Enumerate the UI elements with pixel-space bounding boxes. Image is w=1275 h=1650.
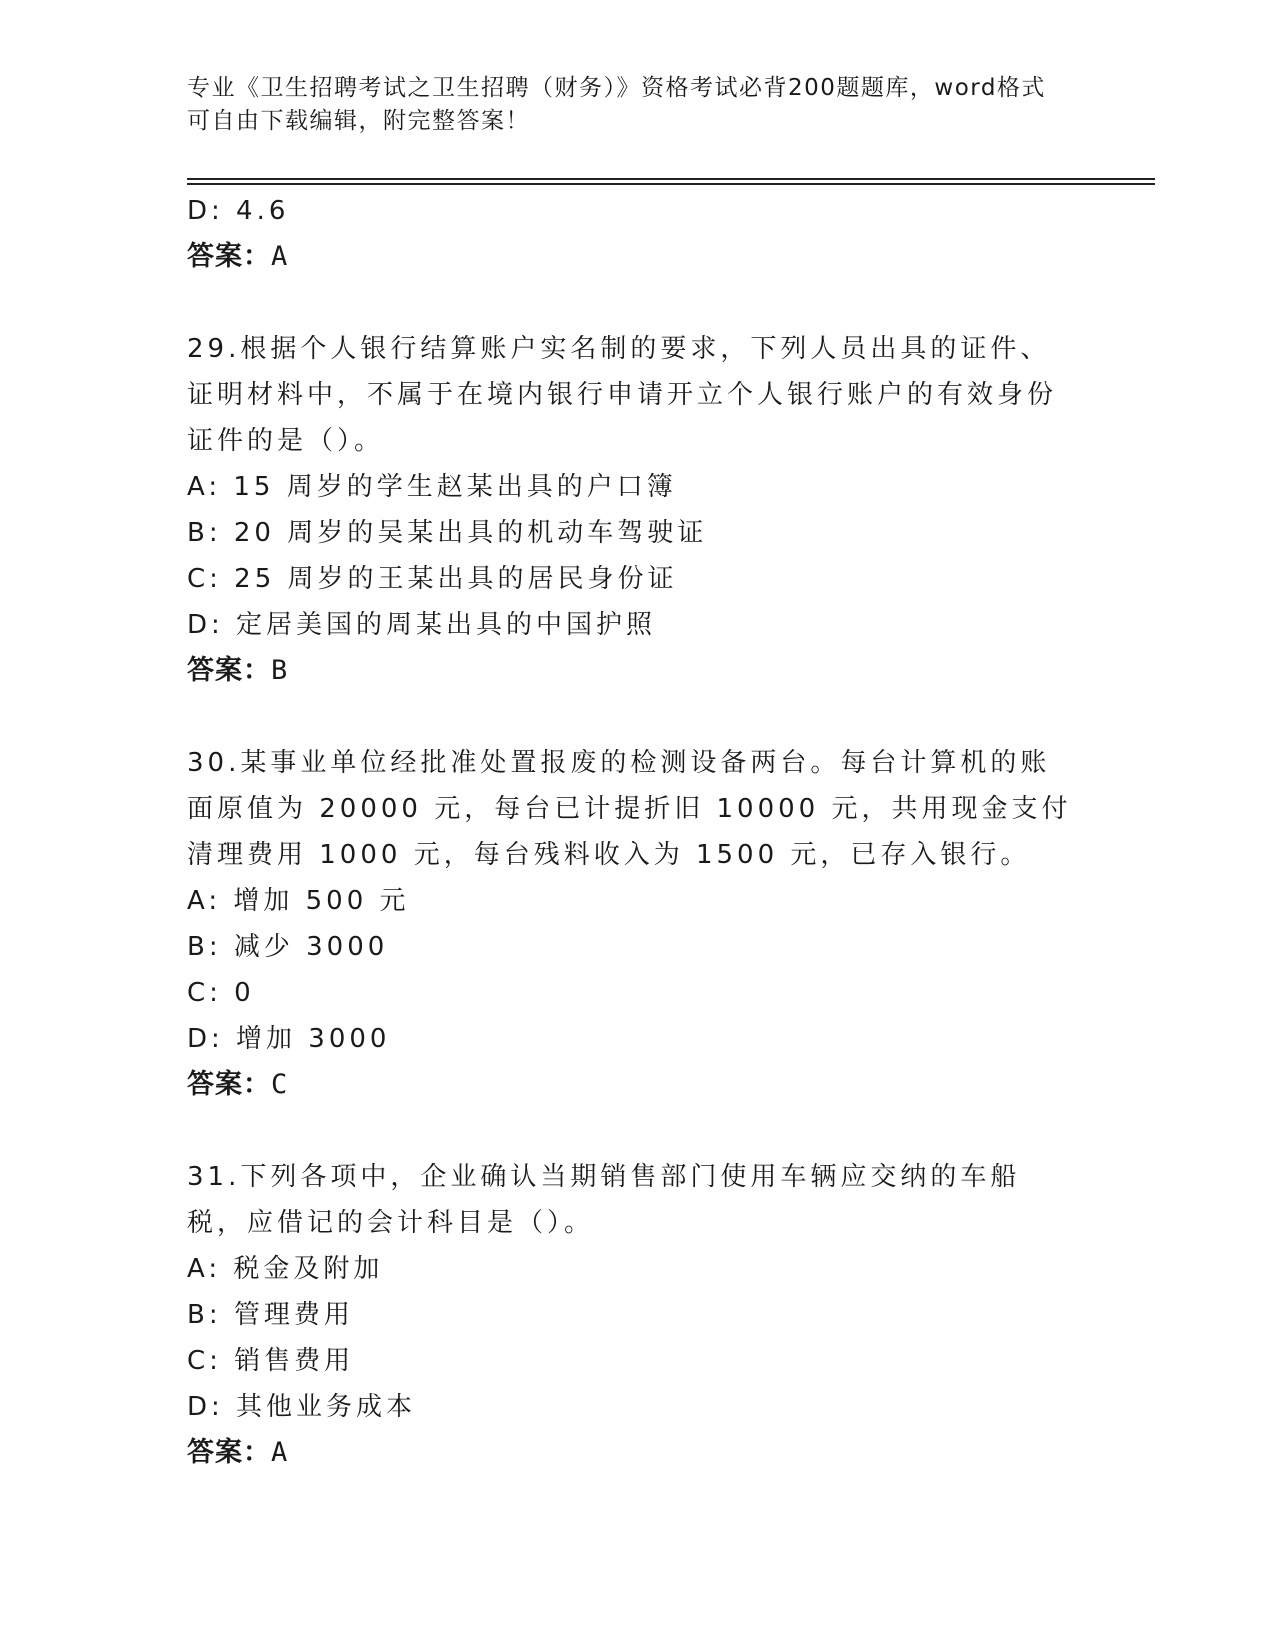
question-stem: 29.根据个人银行结算账户实名制的要求，下列人员出具的证件、证明材料中，不属于在境内银行申请开立个人银行账户的有效身份证件的是（）。 [187, 334, 1058, 456]
option-b: B: 管理费用 [187, 1300, 354, 1330]
answer-value: B [271, 655, 289, 686]
option-c: C: 0 [187, 978, 255, 1008]
answer-value: A [271, 241, 289, 272]
answer-label: 答案： [187, 1437, 271, 1468]
page-header [187, 72, 1077, 138]
option-a: A: 增加 500 元 [187, 886, 410, 916]
answer-label: 答案： [187, 655, 271, 686]
answer-line [187, 1430, 1077, 1476]
answer-label: 答案： [187, 241, 271, 272]
document-body [187, 188, 1077, 1476]
question-stem: 30.某事业单位经批准处置报废的检测设备两台。每台计算机的账面原值为 20000 元，每台已计提折旧 10000 元，共用现金支付清理费用 1000 元，每台残料收入为 1500 元，已存入银行。 [187, 748, 1072, 870]
question-stem: 31.下列各项中，企业确认当期销售部门使用车辆应交纳的车船税，应借记的会计科目是（）。 [187, 1162, 1021, 1238]
answer-line [187, 234, 1077, 280]
answer-label: 答案： [187, 1069, 271, 1100]
option-d: D: 定居美国的周某出具的中国护照 [187, 610, 657, 640]
option-c: C: 25 周岁的王某出具的居民身份证 [187, 564, 678, 594]
header-divider-top [187, 178, 1155, 180]
answer-line [187, 648, 1077, 694]
header-line-1: 专业《卫生招聘考试之卫生招聘（财务）》资格考试必背200题题库，word格式 [187, 75, 1046, 101]
option-a: A: 税金及附加 [187, 1254, 384, 1284]
question-31 [187, 1154, 1077, 1476]
option-b: B: 20 周岁的吴某出具的机动车驾驶证 [187, 518, 708, 548]
option-d: D: 4.6 [187, 196, 290, 226]
answer-value: A [271, 1437, 289, 1468]
option-d: D: 其他业务成本 [187, 1392, 417, 1422]
option-b: B: 减少 3000 [187, 932, 389, 962]
question-30 [187, 740, 1077, 1108]
question-29 [187, 326, 1077, 694]
answer-value: C [271, 1069, 289, 1100]
option-c: C: 销售费用 [187, 1346, 355, 1376]
header-line-2: 可自由下载编辑，附完整答案！ [187, 108, 530, 134]
answer-line [187, 1062, 1077, 1108]
header-divider-bottom [187, 183, 1155, 185]
option-a: A: 15 周岁的学生赵某出具的户口簿 [187, 472, 677, 502]
option-d: D: 增加 3000 [187, 1024, 391, 1054]
